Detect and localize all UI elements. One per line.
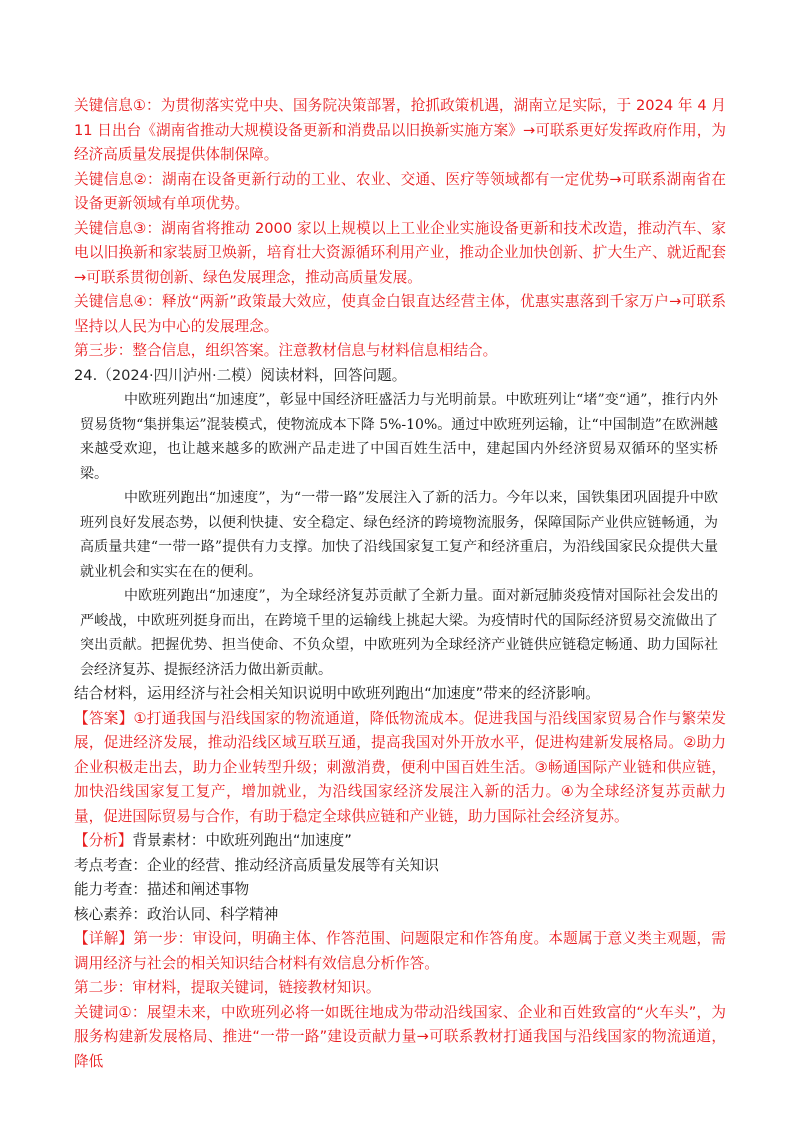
key-info-2: 关键信息②：湖南在设备更新行动的工业、农业、交通、医疗等领域都有一定优势→可联系湖南省在设备更新领域有单项优势。 (74, 170, 726, 212)
question-number: 24. (74, 366, 98, 384)
question-instruction: 阅读材料，回答问题。 (260, 366, 407, 384)
step3-line: 第三步：整合信息，组织答案。注意教材信息与材料信息相结合。 (74, 342, 498, 359)
exam-points-line: 考点考查：企业的经营、推动经济高质量发展等有关知识 (74, 856, 439, 874)
detail-keyword-1: 关键词①：展望未来，中欧班列必将一如既往地成为带动沿线国家、企业和百姓致富的“火车头”，为服务构建新发展格局、推进“一带一路”建设贡献力量→可联系教材打通我国与沿线国家的物流通道，降低 (74, 1003, 726, 1070)
key-info-1: 关键信息①：为贯彻落实党中央、国务院决策部署，抢抓政策机遇，湖南立足实际，于 2024 年 4 月 11 日出台《湖南省推动大规模设备更新和消费品以旧换新实施方案》→可联系更好发挥政府作用，为经济高质量发展提供体制保障。 (74, 97, 726, 163)
detail-step2: 第二步：审材料，提取关键词，链接教材知识。 (74, 979, 381, 996)
key-info-3: 关键信息③：湖南省将推动 2000 家以上规模以上工业企业实施设备更新和技术改造，推动汽车、家电以旧换新和家装厨卫焕新，培育壮大资源循环利用产业，推动企业加快创新、扩大生产、就近配套→可联系贯彻创新、绿色发展理念，推动高质量发展。 (74, 219, 726, 286)
material-paragraph-2: 中欧班列跑出“加速度”，为“一带一路”发展注入了新的活力。今年以来，国铁集团巩固提升中欧班列良好发展态势，以便利快捷、安全稳定、绿色经济的跨境物流服务，保障国际产业供应链畅通，为高质量共建“一带一路”提供有力支撑。加快了沿线国家复工复产和经济重启，为沿线国家民众提供大量就业机会和实实在在的便利。 (80, 490, 718, 580)
answer-tag: 【答案】 (74, 709, 134, 727)
question-source: （2024·四川泸州·二模） (97, 366, 261, 384)
answer-text: ①打通我国与沿线国家的物流通道，降低物流成本。促进我国与沿线国家贸易合作与繁荣发展，促进经济发展，推动沿线区域互联互通，提高我国对外开放水平，促进构建新发展格局。②助力企业积极走出去，助力企业转型升级；刺激消费，便利中国百姓生活。③畅通国际产业链和供应链，加快沿线国家复工复产，增加就业，为沿线国家经济发展注入新的活力。④为全球经济复苏贡献力量，促进国际贸易与合作，有助于稳定全球供应链和产业链，助力国际社会经济复苏。 (74, 709, 726, 825)
material-paragraph-3: 中欧班列跑出“加速度”，为全球经济复苏贡献了全新力量。面对新冠肺炎疫情对国际社会发出的严峻战，中欧班列挺身而出，在跨境千里的运输线上挑起大梁。为疫情时代的国际经济贸易交流做出了突出贡献。把握优势、担当使命、不负众望，中欧班列为全球经济产业链供应链稳定畅通、助力国际社会经济复苏、提振经济活力做出新贡献。 (80, 588, 718, 678)
detail-step1-text: 第一步：审设问，明确主体、作答范围、问题限定和作答角度。本题属于意义类主观题，需调用经济与社会的相关知识结合材料有效信息分析作答。 (74, 930, 726, 972)
document-body (74, 94, 726, 1074)
detail-tag: 【详解】 (74, 930, 134, 947)
analysis-text: 背景素材：中欧班列跑出“加速度” (132, 832, 352, 849)
question-header (74, 364, 726, 389)
literacy-line: 核心素养：政治认同、科学精神 (74, 905, 279, 923)
material-paragraph-1: 中欧班列跑出“加速度”，彰显中国经济旺盛活力与光明前景。中欧班列让“堵”变“通”，推行内外贸易货物“集拼集运”混装模式，使物流成本下降 5%-10%。通过中欧班列运输，让“中国制造”在欧洲越来越受欢迎，也让越来越多的欧洲产品走进了中国百姓生活中，建起国内外经济贸易双循环的坚实桥梁。 (80, 392, 718, 482)
answer-block (74, 707, 726, 830)
analysis-tag: 【分析】 (74, 832, 133, 849)
question-prompt: 结合材料，运用经济与社会相关知识说明中欧班列跑出“加速度”带来的经济影响。 (74, 685, 600, 702)
ability-line: 能力考查：描述和阐述事物 (74, 881, 250, 898)
analysis-line (74, 829, 726, 854)
detail-step1 (74, 927, 726, 976)
key-info-4: 关键信息④：释放“两新”政策最大效应，使真金白银直达经营主体，优惠实惠落到千家万户→可联系坚持以人民为中心的发展理念。 (74, 293, 726, 335)
